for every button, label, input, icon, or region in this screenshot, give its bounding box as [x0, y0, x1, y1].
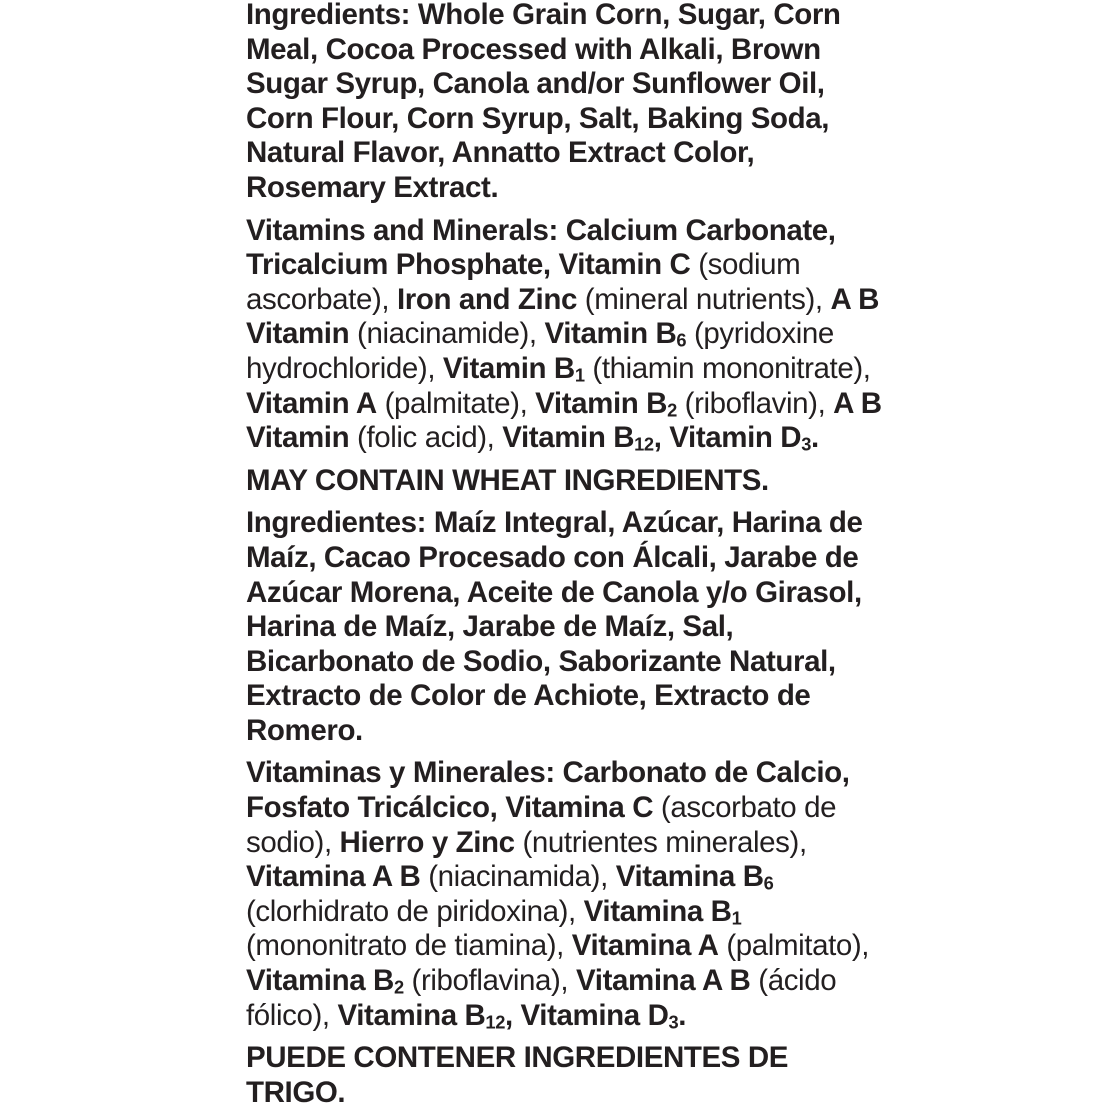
spanish-ingredients-block — [246, 506, 896, 748]
english-allergen-statement — [246, 464, 896, 499]
subscript: 12 — [485, 1010, 505, 1032]
bold-run: Vitamina A — [571, 929, 719, 963]
regular-run: (nutrientes minerales), — [514, 825, 807, 859]
subscript: 6 — [763, 872, 774, 894]
text-line: PUEDE CONTENER INGREDIENTES DE — [246, 1041, 789, 1075]
regular-run: (pyridoxine — [686, 317, 834, 351]
text-line — [246, 791, 896, 826]
bold-run: Vitamina B — [337, 998, 486, 1032]
subscript: 2 — [393, 976, 404, 998]
bold-run: Vitamina B — [583, 894, 732, 928]
regular-run: (mononitrato de tiamina), — [246, 929, 572, 963]
text-line: Natural Flavor, Annatto Extract Color, — [246, 136, 755, 170]
regular-run: fólico), — [246, 998, 338, 1032]
text-line: Azúcar Morena, Aceite de Canola y/o Girasol, — [246, 575, 862, 609]
text-line: Maíz, Cacao Procesado con Álcali, Jarabe de — [246, 540, 859, 574]
bold-run: , Vitamina D — [504, 998, 669, 1032]
regular-run: (mineral nutrients), — [576, 282, 831, 316]
bold-run: . — [678, 998, 687, 1032]
text-line — [246, 929, 896, 964]
text-line: Rosemary Extract. — [246, 170, 499, 204]
regular-run: (riboflavina), — [403, 964, 577, 998]
subscript: 6 — [676, 329, 687, 351]
subscript: 1 — [731, 907, 742, 929]
bold-run: Vitamin — [246, 317, 350, 351]
spanish-vitamins-block — [246, 756, 896, 1033]
text-line: TRIGO. — [246, 1075, 346, 1109]
text-line: Harina de Maíz, Jarabe de Maíz, Sal, — [246, 610, 734, 644]
text-line — [246, 895, 896, 930]
subscript: 1 — [574, 364, 585, 386]
regular-run: (sodium — [690, 248, 801, 282]
regular-run: (niacinamide), — [349, 317, 545, 351]
text-line — [246, 317, 896, 352]
regular-run: (palmitato), — [718, 929, 870, 963]
regular-run: ascorbate), — [246, 282, 397, 316]
bold-run: Vitamin A — [246, 386, 377, 420]
text-line — [246, 387, 896, 422]
bold-run: Iron and Zinc — [396, 282, 577, 316]
text-line: Bicarbonato de Sodio, Saborizante Natural, — [246, 644, 836, 678]
bold-run: Vitamin B — [442, 351, 575, 385]
bold-run: Vitamina A B — [246, 860, 421, 894]
subscript: 12 — [634, 433, 654, 455]
subscript: 3 — [668, 1010, 679, 1032]
subscript: 3 — [801, 433, 811, 455]
text-line — [246, 999, 896, 1034]
bold-run: Tricalcium Phosphate, Vitamin C — [246, 248, 691, 282]
bold-run: Vitamin B — [502, 421, 635, 455]
regular-run: (riboflavin), — [676, 386, 834, 420]
subscript: 2 — [667, 398, 677, 420]
bold-run: Vitamina B — [615, 860, 764, 894]
bold-run: Fosfato Tricálcico, Vitamina C — [246, 791, 654, 825]
text-line: Ingredientes: Maíz Integral, Azúcar, Harina de — [246, 506, 863, 540]
text-line: Vitamins and Minerals: Calcium Carbonate, — [246, 213, 836, 247]
bold-run: . — [811, 421, 819, 455]
ingredients-label-panel — [246, 0, 896, 1118]
text-line — [246, 248, 896, 283]
regular-run: (folic acid), — [349, 421, 503, 455]
text-line — [246, 964, 896, 999]
bold-run: Vitamina B — [246, 964, 394, 998]
bold-run: Vitamin — [246, 421, 350, 455]
bold-run: A B — [833, 386, 882, 420]
text-line — [246, 421, 896, 456]
regular-run: (niacinamida), — [420, 860, 616, 894]
regular-run: hydrochloride), — [246, 351, 443, 385]
regular-run: (ácido — [750, 964, 837, 998]
text-line: Ingredients: Whole Grain Corn, Sugar, Corn — [246, 0, 841, 31]
english-ingredients-block — [246, 0, 896, 206]
regular-run: sodio), — [246, 825, 340, 859]
regular-run: (thiamin mononitrate), — [584, 351, 871, 385]
bold-run: , Vitamin D — [653, 421, 802, 455]
text-line: Vitaminas y Minerales: Carbonato de Calcio, — [246, 756, 850, 790]
text-line — [246, 860, 896, 895]
text-line — [246, 826, 896, 861]
bold-run: Vitamina A B — [576, 964, 751, 998]
text-line: MAY CONTAIN WHEAT INGREDIENTS. — [246, 463, 769, 497]
text-line: Extracto de Color de Achiote, Extracto de — [246, 679, 811, 713]
text-line: Meal, Cocoa Processed with Alkali, Brown — [246, 32, 821, 66]
text-line — [246, 283, 896, 318]
regular-run: (palmitate), — [376, 386, 536, 420]
text-line: Corn Flour, Corn Syrup, Salt, Baking Soda, — [246, 101, 830, 135]
bold-run: Vitamin B — [535, 386, 668, 420]
text-line: Romero. — [246, 713, 363, 747]
regular-run: (ascorbato de — [653, 791, 837, 825]
bold-run: Hierro y Zinc — [339, 825, 515, 859]
bold-run: A B — [830, 282, 879, 316]
text-line: Sugar Syrup, Canola and/or Sunflower Oil, — [246, 67, 825, 101]
bold-run: Vitamin B — [544, 317, 677, 351]
text-line — [246, 352, 896, 387]
regular-run: (clorhidrato de piridoxina), — [246, 894, 584, 928]
english-vitamins-block — [246, 214, 896, 456]
spanish-allergen-statement — [246, 1041, 896, 1110]
